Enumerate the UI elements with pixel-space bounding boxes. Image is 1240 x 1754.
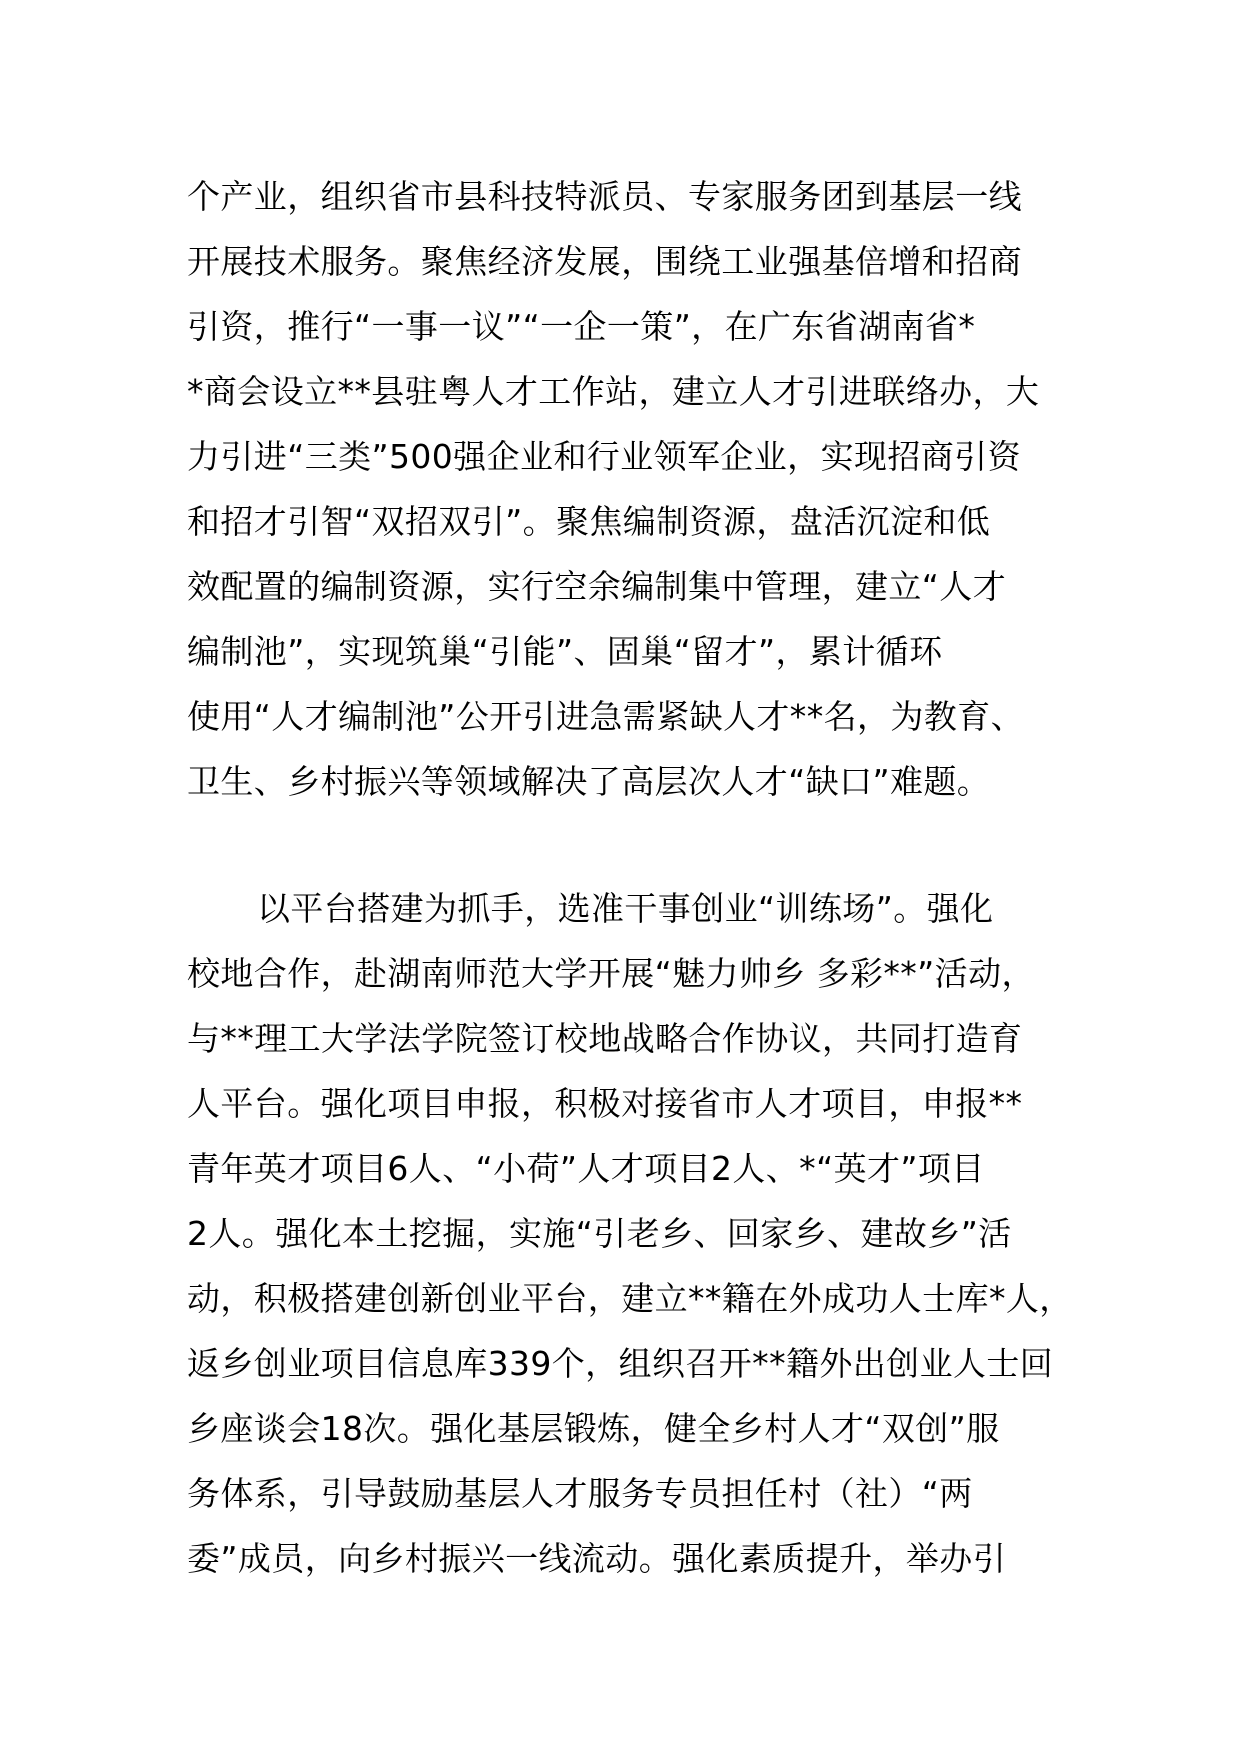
text-line: 引资，推行“一事一议”“一企一策”，在广东省湖南省* [187,307,976,346]
text-line: 卫生、乡村振兴等领域解决了高层次人才“缺口”难题。 [187,762,991,801]
text-line: 使用“人才编制池”公开引进急需紧缺人才**名，为教育、 [187,697,1024,736]
text-line: 青年英才项目6人、“小荷”人才项目2人、*“英才”项目 [187,1149,985,1188]
paragraph-talent-services [187,164,1087,814]
text-line: 动，积极搭建创新创业平台，建立**籍在外成功人士库*人， [187,1279,1073,1318]
text-line: 以平台搭建为抓手，选准干事创业“训练场”。强化 [257,889,994,928]
text-line: 与**理工大学法学院签订校地战略合作协议，共同打造育 [187,1019,1023,1058]
text-line: 个产业，组织省市县科技特派员、专家服务团到基层一线 [187,177,1022,216]
text-line: 和招才引智“双招双引”。聚焦编制资源，盘活沉淀和低 [187,502,991,541]
text-line: 力引进“三类”500强企业和行业领军企业，实现招商引资 [187,437,1021,476]
text-line: 委”成员，向乡村振兴一线流动。强化素质提升，举办引 [187,1539,1007,1578]
text-line: 编制池”，实现筑巢“引能”、固巢“留才”，累计循环 [187,632,943,671]
text-line: 2人。强化本土挖掘，实施“引老乡、回家乡、建故乡”活 [187,1214,1012,1253]
text-line: 开展技术服务。聚焦经济发展，围绕工业强基倍增和招商 [187,242,1022,281]
text-line: 务体系，引导鼓励基层人才服务专员担任村（社）“两 [187,1474,973,1513]
text-line: *商会设立**县驻粤人才工作站，建立人才引进联络办，大 [187,372,1040,411]
text-line: 返乡创业项目信息库339个，组织召开**籍外出创业人士回 [187,1344,1054,1383]
text-line: 效配置的编制资源，实行空余编制集中管理，建立“人才 [187,567,1007,606]
paragraph-platform-building [187,876,1087,1591]
text-line: 人平台。强化项目申报，积极对接省市人才项目，申报** [187,1084,1023,1123]
text-line: 校地合作，赴湖南师范大学开展“魅力帅乡 多彩**”活动， [187,954,1035,993]
text-line: 乡座谈会18次。强化基层锻炼，健全乡村人才“双创”服 [187,1409,1000,1448]
